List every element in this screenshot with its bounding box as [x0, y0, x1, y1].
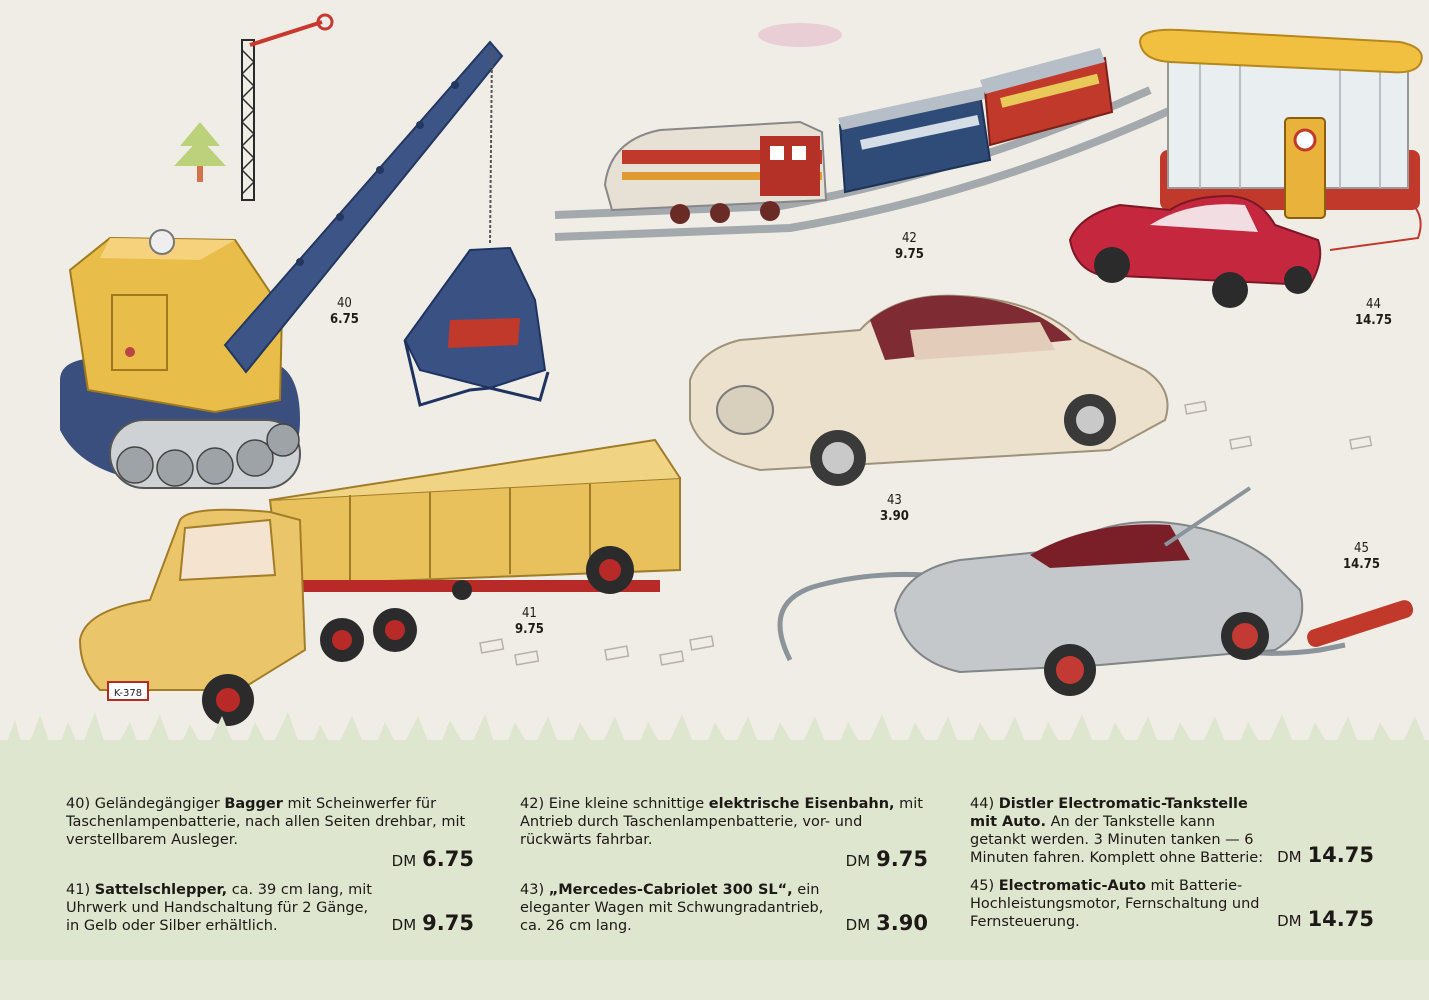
- passenger-car-red: [980, 48, 1112, 145]
- entry-title: elektrische Eisenbahn,: [708, 796, 895, 812]
- entry-title: Sattelschlepper,: [94, 882, 228, 898]
- entry-40: 40) Geländegängiger Bagger mit Scheinwerfer für Taschenlampenbatterie, nach allen Seiten drehbar, mit verstellbarem Ausleger. DM 6.75: [66, 796, 474, 871]
- pink-cloud: [758, 23, 842, 47]
- entry-title: Bagger: [224, 796, 283, 812]
- entry-price: DM 6.75: [391, 847, 474, 871]
- description-column-2: [520, 795, 928, 945]
- label-45: [1343, 541, 1380, 573]
- label-42: [895, 231, 924, 263]
- label-number: 43: [886, 493, 902, 508]
- entry-44: 44) Distler Electromatic-Tankstelle mit Auto. An der Tankstelle kann getankt werden. 3 Minuten tanken — 6 Minuten fahren. Komplett ohne Batterie: DM 14.75: [970, 796, 1374, 867]
- label-price: 14.75: [1355, 313, 1392, 328]
- excavator-toy: [60, 42, 502, 488]
- label-price: 6.75: [330, 312, 359, 327]
- label-price: 14.75: [1343, 557, 1380, 572]
- entry-price: DM 9.75: [391, 911, 474, 935]
- entry-43: 43) „Mercedes-Cabriolet 300 SL“, ein eleganter Wagen mit Schwungradantrieb, ca. 26 cm lang. DM 3.90: [520, 882, 928, 935]
- truck-plate: K-378: [113, 688, 143, 699]
- label-number: 42: [901, 231, 917, 246]
- entry-45: 45) Electromatic-Auto mit Batterie-Hochleistungsmotor, Fernschaltung und Fernsteuerung. DM 14.75: [970, 878, 1374, 931]
- passenger-car-blue: [838, 86, 990, 192]
- electromatic-convertible-toy: [780, 488, 1415, 696]
- railway-signal-icon: [242, 15, 332, 200]
- label-price: 9.75: [515, 622, 544, 637]
- label-price: 9.75: [895, 247, 924, 262]
- entry-41: 41) Sattelschlepper, ca. 39 cm lang, mit Uhrwerk und Handschaltung für 2 Gänge, in Gelb oder Silber erhältlich. DM 9.75: [66, 882, 474, 935]
- mercedes-300sl-toy: [690, 296, 1168, 487]
- label-44: [1355, 297, 1392, 329]
- description-column-1: [66, 795, 474, 945]
- label-price: 3.90: [880, 509, 909, 524]
- entry-price: DM 3.90: [845, 911, 928, 935]
- entry-price: DM 14.75: [1277, 907, 1374, 931]
- locomotive-toy: [605, 122, 826, 224]
- label-43: [880, 493, 909, 525]
- entry-title: „Mercedes-Cabriolet 300 SL“,: [548, 882, 793, 898]
- label-number: 41: [521, 606, 537, 621]
- description-column-3: [970, 795, 1374, 941]
- entry-42: 42) Eine kleine schnittige elektrische Eisenbahn, mit Antrieb durch Taschenlampenbatterie, vor- und rückwärts fahrbar. DM 9.75: [520, 796, 928, 871]
- label-number: 40: [336, 296, 352, 311]
- entry-price: DM 14.75: [1277, 843, 1374, 867]
- entry-title: Distler Electromatic-Tankstelle mit Auto.: [970, 796, 1248, 830]
- label-number: 45: [1354, 541, 1369, 556]
- entry-price: DM 9.75: [845, 847, 928, 871]
- label-41: [515, 606, 544, 638]
- label-40: [330, 296, 359, 328]
- label-number: 44: [1366, 297, 1381, 312]
- grab-bucket-toy: [405, 248, 548, 405]
- red-car-toy: [1070, 196, 1320, 308]
- tree-icon: [174, 122, 226, 182]
- entry-title: Electromatic-Auto: [998, 878, 1146, 894]
